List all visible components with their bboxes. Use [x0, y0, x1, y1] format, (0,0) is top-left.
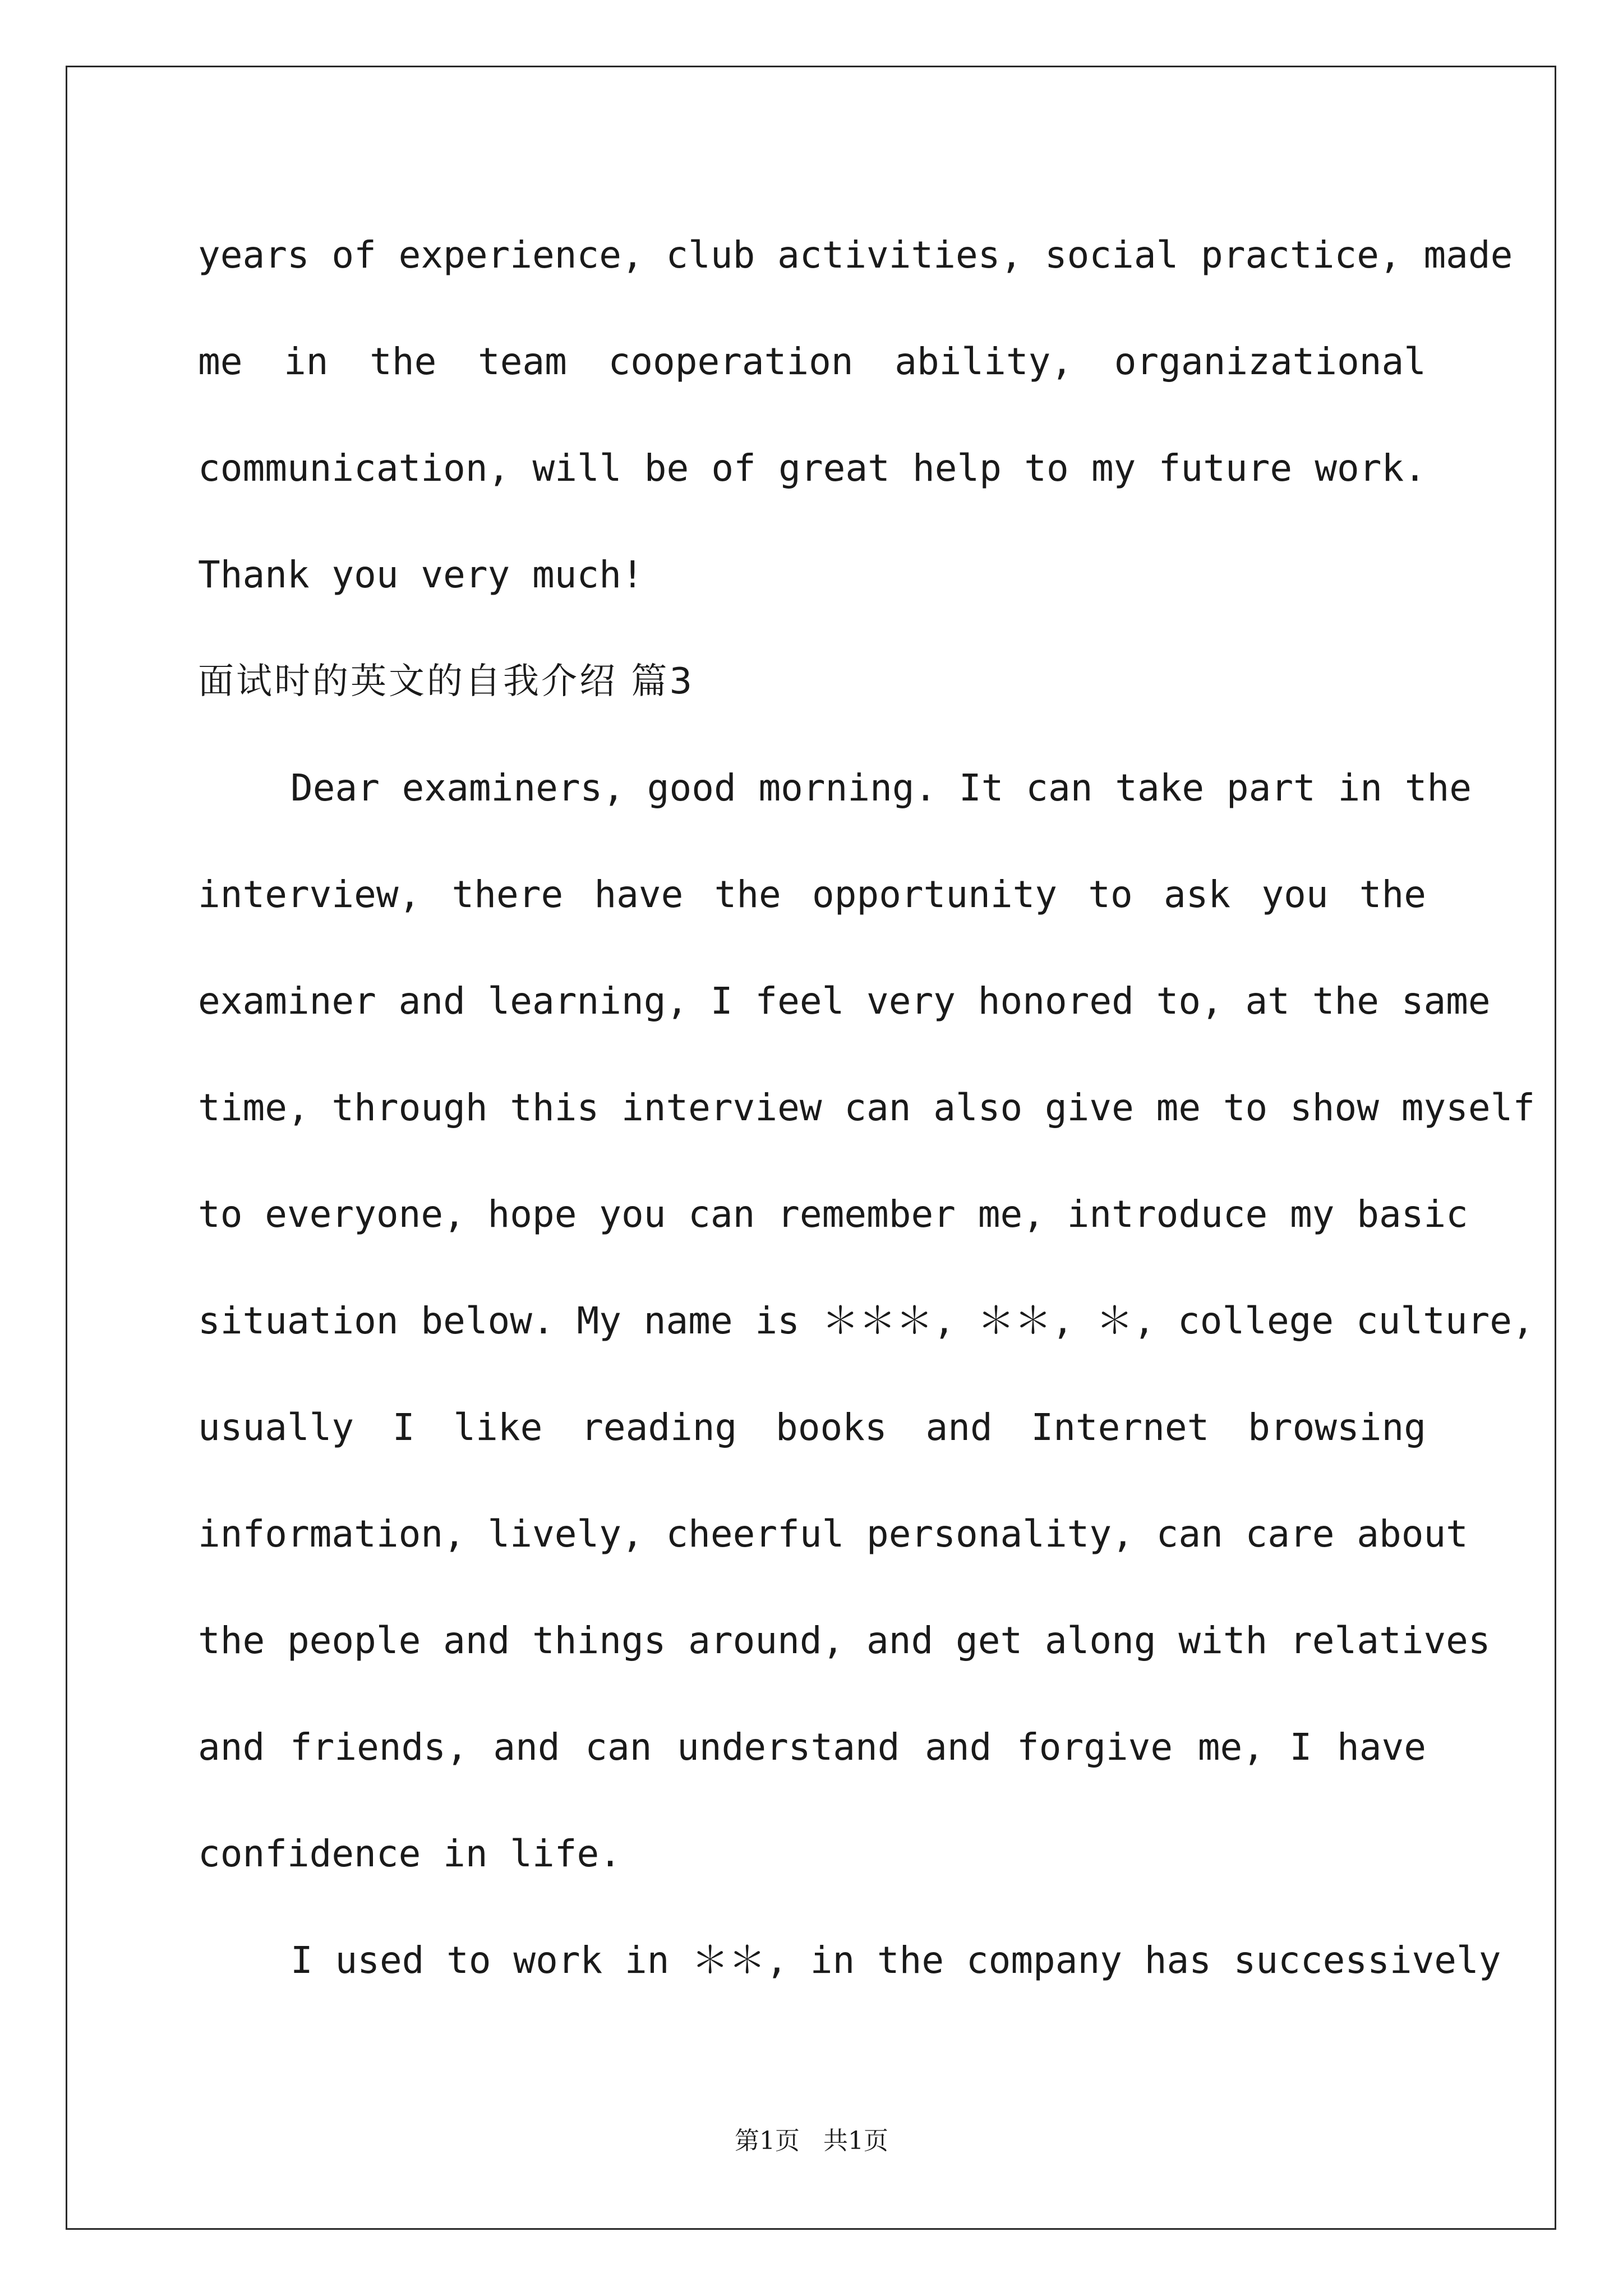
page-footer — [0, 2120, 1623, 2156]
text-line: usually I like reading books and Internet browsing — [198, 1406, 1426, 1449]
text-line: confidence in life. — [198, 1832, 621, 1875]
text-line: the people and things around, and get along with relatives — [198, 1619, 1491, 1662]
text-line: communication, will be of great help to my future work. — [198, 447, 1426, 490]
text-line: me in the team cooperation ability, organizational — [198, 340, 1426, 383]
text-line: years of experience, club activities, social practice, made — [198, 233, 1513, 277]
text-line: interview, there have the opportunity to ask you the — [198, 873, 1426, 916]
text-line: information, lively, cheerful personality, can care about — [198, 1512, 1468, 1556]
text-line: situation below. My name is ＊＊＊, ＊＊, ＊, college culture, — [198, 1299, 1534, 1342]
text-line: examiner and learning, I feel very honored to, at the same — [198, 979, 1491, 1023]
page-number: 第1页 — [735, 2127, 800, 2155]
text-line: Thank you very much! — [198, 553, 644, 596]
document-body — [198, 213, 1536, 2025]
section-heading: 面试时的英文的自我介绍 篇3 — [198, 661, 695, 702]
text-line: I used to work in ＊＊, in the company has successively — [291, 1939, 1501, 1982]
footer-spacer — [800, 2127, 823, 2155]
text-line: to everyone, hope you can remember me, introduce my basic — [198, 1193, 1468, 1236]
text-line: and friends, and can understand and forgive me, I have — [198, 1726, 1426, 1769]
text-line: Dear examiners, good morning. It can take part in the — [291, 766, 1472, 809]
text-line: time, through this interview can also give me to show myself — [198, 1086, 1536, 1129]
page-total: 共1页 — [823, 2127, 888, 2155]
